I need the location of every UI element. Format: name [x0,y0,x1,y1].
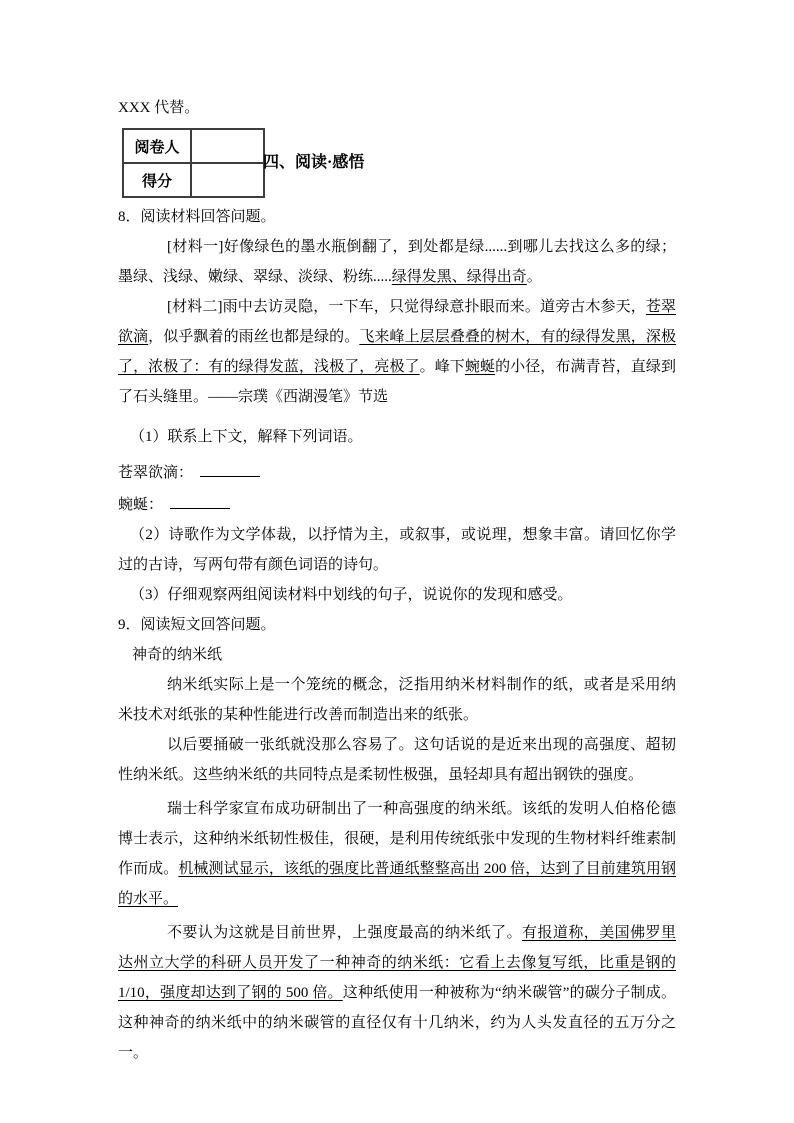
material-2-text-4: 的小径，布满青苔，直绿到了石头缝里。——宗璞《西湖漫笔》节选 [118,359,676,405]
passage-paragraph-4-text-1: 不要认为这就是目前世界，上强度最高的纳米纸了。 [167,925,523,941]
sub-question-3: （3）仔细观察两组阅读材料中划线的句子，说说你的发现和感受。 [130,587,573,603]
grader-reviewer-value-cell [191,129,264,163]
question-8-stem: 8．阅读材料回答问题。 [118,209,276,225]
passage-paragraph-3-text: 瑞士科学家宣布成功研制出了一种高强度的纳米纸。该纸的发明人伯格伦德博士表示，这种纳米纸韧性极佳，很硬，是利用传统纸张中发现的生物材料纤维素制作而成。 [118,801,676,877]
material-1-text-end: 。 [526,269,542,285]
grader-table [122,128,265,198]
grader-row-score [123,163,264,197]
passage-paragraph-4-text-2: 这种纸使用一种被称为“纳米碳管”的碳分子制成。这种神奇的纳米纸中的纳米碳管的直径仅有十几纳米，约为人头发直径的五万分之一。 [118,985,676,1061]
question-9-stem: 9．阅读短文回答问题。 [118,617,276,633]
term-2-label: 蜿蜒： [118,497,164,513]
passage-paragraph-4-underlined: 有报道称，美国佛罗里达州立大学的科研人员开发了一种神奇的纳米纸：它看上去像复写纸，比重是钢的 1/10，强度却达到了钢的 500 倍。 [118,925,676,1001]
passage-paragraph-3-underlined: 机械测试显示，该纸的强度比普通纸整整高出 200 倍，达到了目前建筑用钢的水平。 [118,861,676,907]
intro-line: XXX 代替。 [118,100,200,116]
material-2 [118,292,676,412]
grader-section [118,128,676,198]
section-heading: 四、阅读·感悟 [263,154,365,171]
passage-paragraph-4 [118,918,676,1068]
material-2-text-1: [材料二]雨中去访灵隐，一下车，只觉得绿意扑眼而来。道旁古木参天， [167,299,646,315]
material-2-text-3: 。峰下 [419,359,465,375]
grader-score-label: 得分 [123,163,191,197]
passage-paragraph-3 [118,794,676,914]
answer-blank-2 [170,493,230,509]
material-2-underlined-3: 蜿蜒 [464,359,496,375]
material-1-underlined-text: 绿得发黑、绿得出奇 [391,269,527,285]
sub-question-1: （1）联系上下文，解释下列词语。 [130,429,363,445]
sub-question-2: （2）诗歌作为文学体裁，以抒情为主，或叙事，或说理，想象丰富。请回忆你学过的古诗，写两句带有颜色词语的诗句。 [118,527,676,573]
material-1-text: [材料一]好像绿色的墨水瓶倒翻了，到处都是绿......到哪儿去找这么多的绿；墨绿、浅绿、嫩绿、翠绿、淡绿、粉练..... [118,239,676,285]
grader-row-reviewer [123,129,264,163]
material-1 [118,232,676,292]
answer-blank-1 [200,461,260,477]
grader-reviewer-label: 阅卷人 [123,129,191,163]
passage-paragraph-2: 以后要捅破一张纸就没那么容易了。这句话说的是近来出现的高强度、超韧性纳米纸。这些纳米纸的共同特点是柔韧性极强，虽轻却具有超出钢铁的强度。 [118,737,676,783]
grader-score-value-cell [191,163,264,197]
term-1-label: 苍翠欲滴： [118,465,194,481]
material-2-underlined-2: 飞来峰上层层叠叠的树木，有的绿得发黑，深极了，浓极了：有的绿得发蓝，浅极了，亮极了 [118,329,676,375]
material-2-underlined-1: 苍翠欲滴 [118,299,676,345]
passage-title: 神奇的纳米纸 [132,647,223,663]
term-2-line [118,490,676,520]
material-2-text-2: ，似乎飘着的雨丝也都是绿的。 [148,329,360,345]
passage-paragraph-1: 纳米纸实际上是一个笼统的概念，泛指用纳米材料制作的纸，或者是采用纳米技术对纸张的某种性能进行改善而制造出来的纸张。 [118,677,676,723]
term-1-line [118,458,676,488]
